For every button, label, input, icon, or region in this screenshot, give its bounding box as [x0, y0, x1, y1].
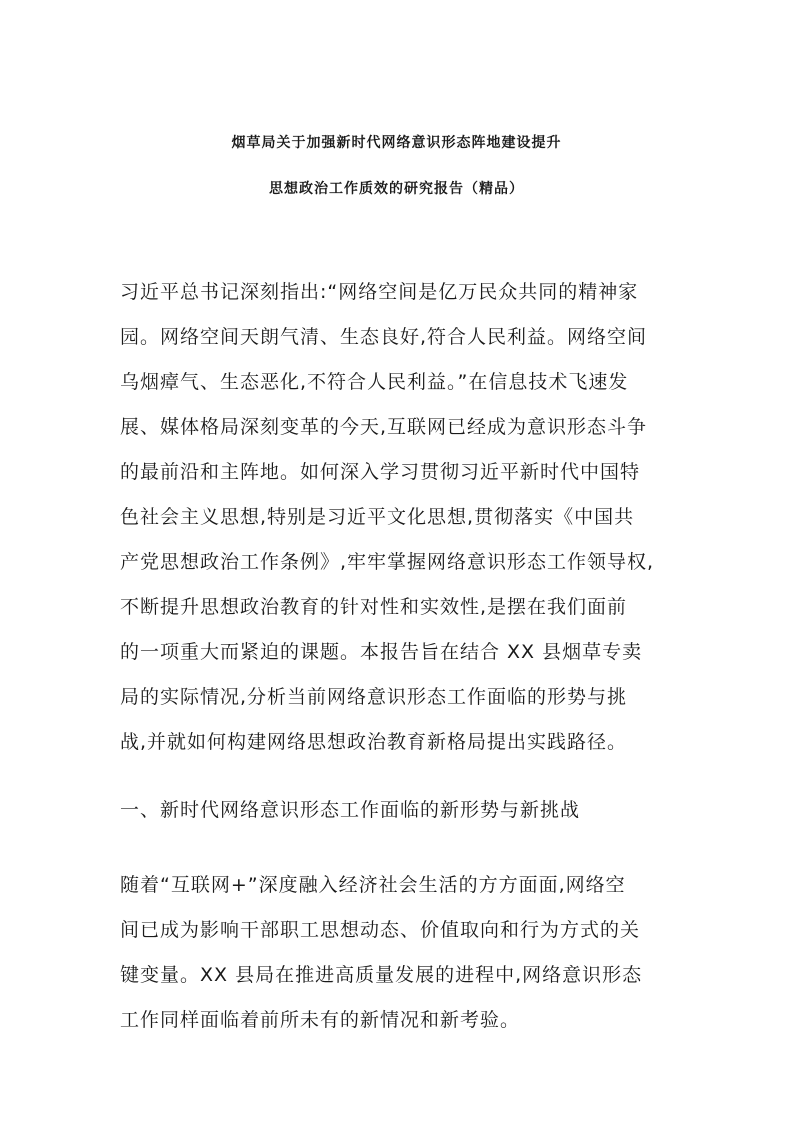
- section-heading: 一、新时代网络意识形态工作面临的新形势与新挑战: [120, 799, 581, 821]
- paragraph-line: 键变量。XX 县局在推进高质量发展的进程中,网络意识形态: [120, 964, 643, 986]
- paragraph-line: 的最前沿和主阵地。如何深入学习贯彻习近平新时代中国特: [120, 461, 641, 483]
- paragraph-line: 不断提升思想政治教育的针对性和实效性,是摆在我们面前: [120, 596, 628, 618]
- paragraph-line: 乌烟瘴气、生态恶化,不符合人民利益。”在信息技术飞速发: [120, 371, 629, 393]
- paragraph-line: 园。网络空间天朗气清、生态良好,符合人民利益。网络空间: [120, 326, 648, 348]
- title-line-2: 思想政治工作质效的研究报告（精品）: [269, 181, 524, 197]
- paragraph-line: 展、媒体格局深刻变革的今天,互联网已经成为意识形态斗争: [120, 416, 648, 438]
- paragraph-line: 产党思想政治工作条例》,牢牢掌握网络意识形态工作领导权,: [120, 551, 655, 573]
- paragraph-line: 习近平总书记深刻指出:“网络空间是亿万民众共同的精神家: [120, 281, 639, 303]
- paragraph-line: 间已成为影响干部职工思想动态、价值取向和行为方式的关: [120, 919, 641, 941]
- paragraph-line: 随着“互联网+”深度融入经济社会生活的方方面面,网络空: [120, 874, 626, 896]
- title-line-1: 烟草局关于加强新时代网络意识形态阵地建设提升: [231, 135, 562, 151]
- paragraph-line: 的一项重大而紧迫的课题。本报告旨在结合 XX 县烟草专卖: [120, 641, 643, 663]
- paragraph-line: 色社会主义思想,特别是习近平文化思想,贯彻落实《中国共: [120, 506, 635, 528]
- paragraph-line: 战,并就如何构建网络思想政治教育新格局提出实践路径。: [120, 731, 628, 753]
- paragraph-line: 局的实际情况,分析当前网络意识形态工作面临的形势与挑: [120, 686, 628, 708]
- paragraph-line: 工作同样面临着前所未有的新情况和新考验。: [120, 1009, 521, 1031]
